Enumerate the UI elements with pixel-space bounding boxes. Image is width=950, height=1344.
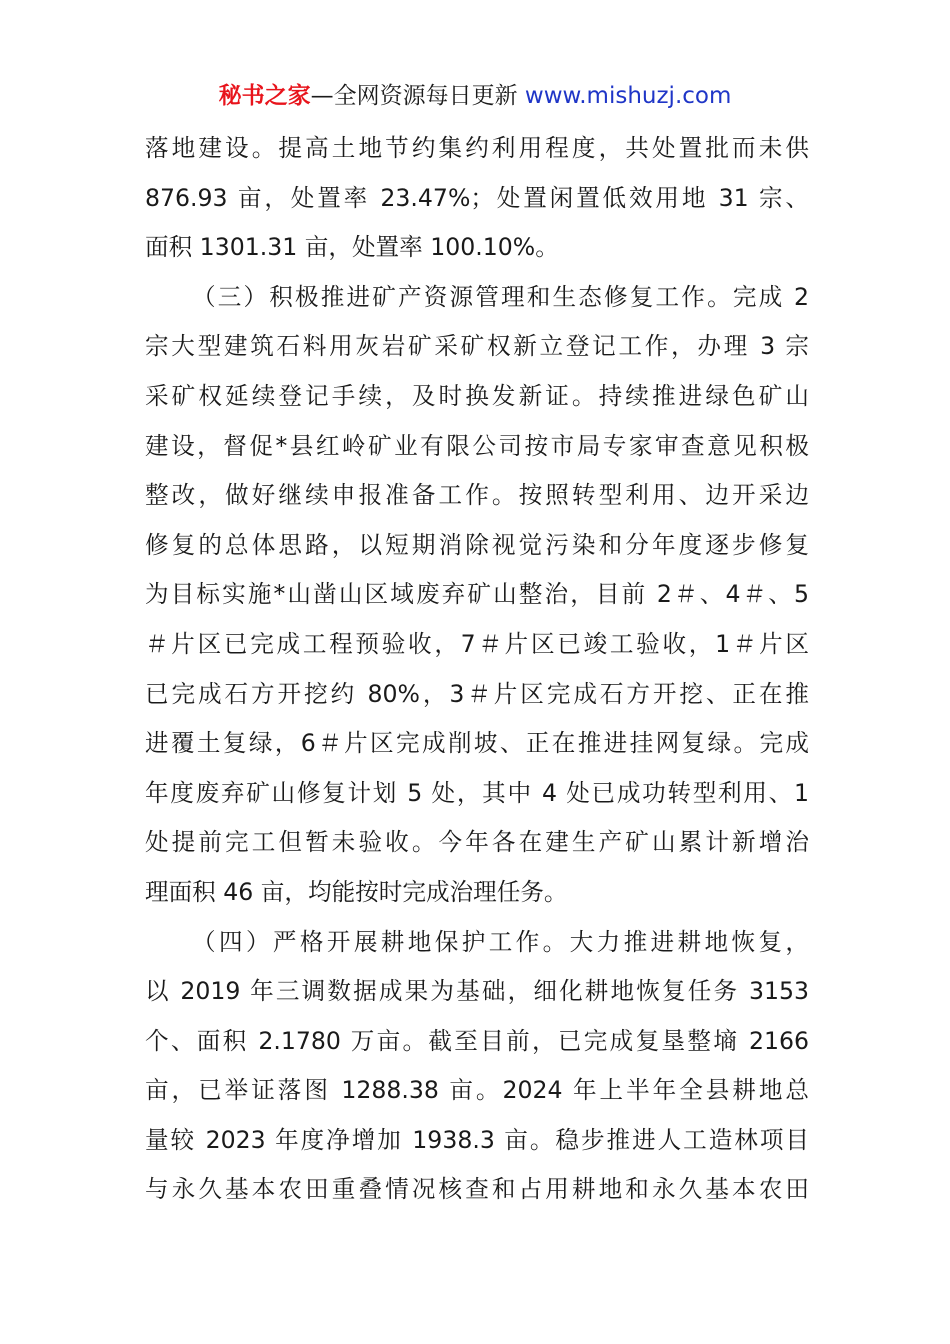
text-line: 以 2019 年三调数据成果为基础，细化耕地恢复任务 3153 <box>145 977 809 1006</box>
text-line: 年度废弃矿山修复计划 5 处，其中 4 处已成功转型利用、1 <box>145 778 809 807</box>
text-line: 已完成石方开挖约 80%，3＃片区完成石方开挖、正在推 <box>145 679 809 708</box>
text-line: 处提前完工但暂未验收。今年各在建生产矿山累计新增治 <box>145 828 809 857</box>
section-heading-line: （三）积极推进矿产资源管理和生态修复工作。完成 2 <box>192 282 809 311</box>
document-body <box>145 124 809 1215</box>
text-line: 宗大型建筑石料用灰岩矿采矿权新立登记工作，办理 3 宗 <box>145 332 809 361</box>
text-line: 进覆土复绿，6＃片区完成削坡、正在推进挂网复绿。完成 <box>145 729 809 758</box>
text-line: ＃片区已完成工程预验收，7＃片区已竣工验收，1＃片区 <box>145 629 809 658</box>
text-line: 落地建设。提高土地节约集约利用程度，共处置批而未供 <box>145 134 809 162</box>
text-line: 理面积 46 亩，均能按时完成治理任务。 <box>145 877 568 906</box>
text-line: 个、面积 2.1780 万亩。截至目前，已完成复垦整墒 2166 <box>145 1026 809 1055</box>
text-line: 与永久基本农田重叠情况核查和占用耕地和永久基本农田 <box>145 1175 809 1204</box>
text-line: 为目标实施*山凿山区域废弃矿山整治，目前 2＃、4＃、5 <box>145 580 809 609</box>
text-line: 亩，已举证落图 1288.38 亩。2024 年上半年全县耕地总 <box>145 1076 809 1105</box>
text-line: 整改，做好继续申报准备工作。按照转型利用、边开采边 <box>145 481 809 510</box>
page-header <box>0 80 950 112</box>
text-line: 修复的总体思路，以短期消除视觉污染和分年度逐步修复 <box>145 530 809 559</box>
section-heading-line: （四）严格开展耕地保护工作。大力推进耕地恢复， <box>192 927 809 956</box>
text-line: 采矿权延续登记手续，及时换发新证。持续推进绿色矿山 <box>145 381 809 410</box>
text-line: 876.93 亩，处置率 23.47%；处置闲置低效用地 31 宗、 <box>145 183 809 212</box>
text-line: 量较 2023 年度净增加 1938.3 亩。稳步推进人工造林项目 <box>145 1125 809 1154</box>
header-site-link[interactable]: www.mishuzj.com <box>524 83 732 109</box>
header-tagline: —全网资源每日更新 <box>310 83 518 109</box>
text-line: 建设，督促*县红岭矿业有限公司按市局专家审查意见积极 <box>145 431 809 460</box>
text-line: 面积 1301.31 亩，处置率 100.10%。 <box>145 233 559 262</box>
header-brand: 秘书之家 <box>218 83 311 109</box>
